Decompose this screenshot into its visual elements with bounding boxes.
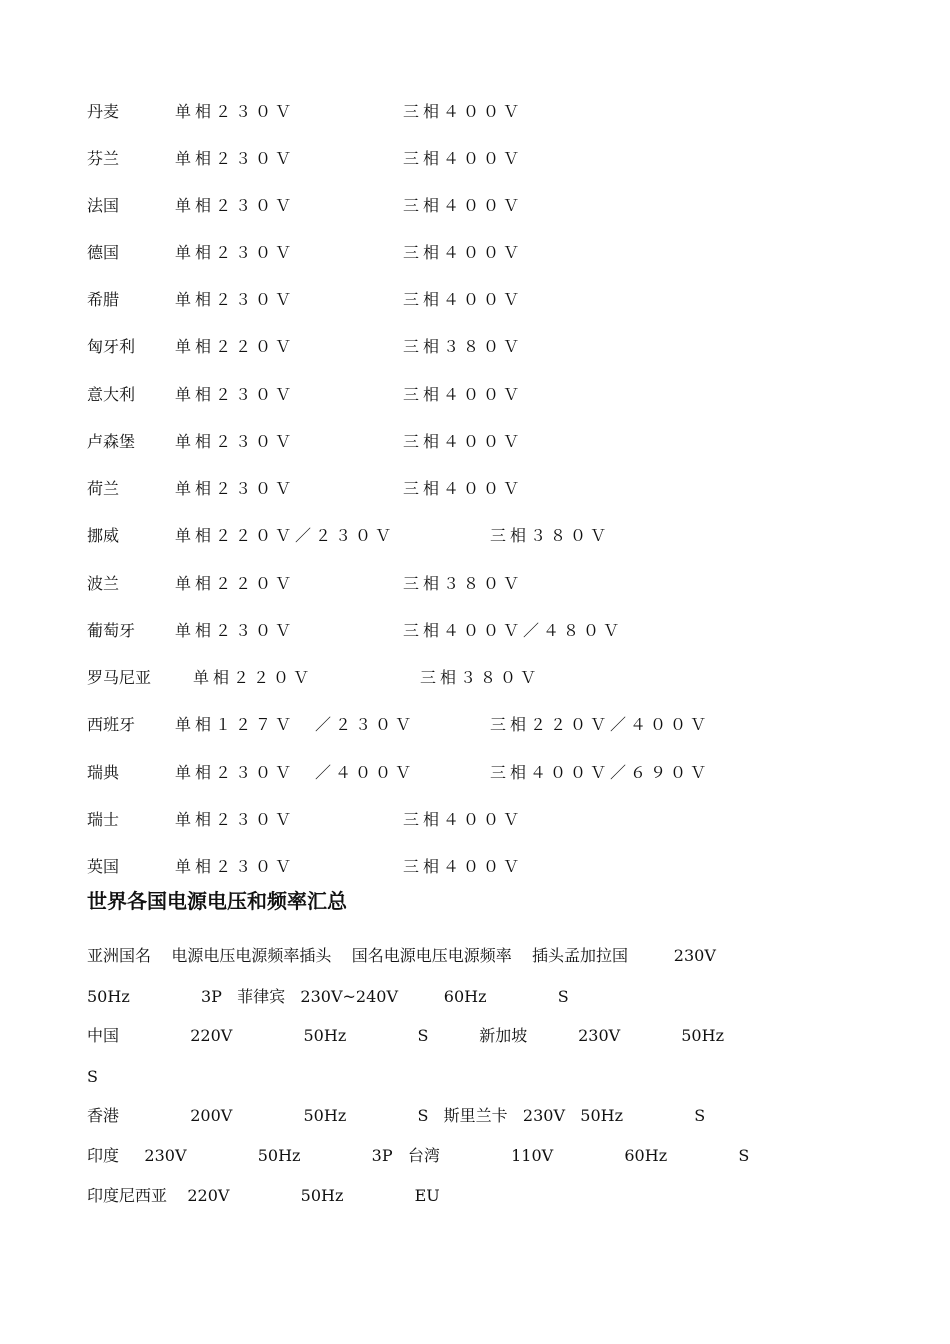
single-phase-voltage: 单相２３０Ｖ (175, 196, 296, 215)
country-name: 卢森堡 (87, 432, 136, 451)
country-name: 瑞士 (87, 810, 120, 829)
three-phase-voltage: 三相４００Ｖ／４８０Ｖ (403, 621, 624, 640)
single-phase-voltage: 单相２２０Ｖ (175, 337, 296, 356)
three-phase-voltage: 三相４００Ｖ (403, 432, 524, 451)
single-phase-voltage: 单相２２０Ｖ (193, 668, 314, 687)
three-phase-voltage: 三相４００Ｖ (403, 290, 524, 309)
voltage-row (87, 619, 624, 643)
three-phase-voltage: 三相４００Ｖ (403, 385, 524, 404)
voltage-row (87, 194, 524, 218)
voltage-row (87, 430, 524, 454)
summary-line: S (87, 1067, 98, 1086)
three-phase-voltage: 三相４００Ｖ (403, 196, 524, 215)
three-phase-voltage: 三相４００Ｖ (403, 102, 524, 121)
single-phase-voltage: 单相２３０Ｖ (175, 149, 296, 168)
three-phase-voltage: 三相３８０Ｖ (490, 526, 611, 545)
single-phase-voltage: 单相２３０Ｖ (175, 479, 296, 498)
single-phase-voltage: 单相２３０Ｖ (175, 243, 296, 262)
single-phase-voltage: 单相２３０Ｖ ／４００Ｖ (175, 763, 416, 782)
country-name: 希腊 (87, 290, 120, 309)
voltage-row (87, 100, 524, 124)
country-name: 英国 (87, 857, 120, 876)
three-phase-voltage: 三相４００Ｖ (403, 857, 524, 876)
country-name: 西班牙 (87, 715, 136, 734)
summary-line: 亚洲国名 电源电压电源频率插头 国名电源电压电源频率 插头孟加拉国 230V (87, 946, 716, 965)
country-name: 意大利 (87, 385, 136, 404)
country-name: 丹麦 (87, 102, 120, 121)
three-phase-voltage: 三相４００Ｖ (403, 149, 524, 168)
three-phase-voltage: 三相２２０Ｖ／４００Ｖ (490, 715, 711, 734)
single-phase-voltage: 单相２３０Ｖ (175, 621, 296, 640)
voltage-row (87, 288, 524, 312)
country-name: 波兰 (87, 574, 120, 593)
three-phase-voltage: 三相４００Ｖ (403, 243, 524, 262)
three-phase-voltage: 三相３８０Ｖ (420, 668, 541, 687)
country-name: 法国 (87, 196, 120, 215)
single-phase-voltage: 单相２２０Ｖ／２３０Ｖ (175, 526, 396, 545)
country-name: 葡萄牙 (87, 621, 136, 640)
voltage-row (87, 335, 524, 359)
three-phase-voltage: 三相３８０Ｖ (403, 574, 524, 593)
voltage-row (87, 572, 524, 596)
section-title: 世界各国电源电压和频率汇总 (87, 889, 347, 913)
voltage-row (87, 761, 711, 785)
summary-line: 印度 230V 50Hz 3P 台湾 110V 60Hz S (87, 1146, 750, 1165)
voltage-row (87, 855, 524, 879)
single-phase-voltage: 单相２３０Ｖ (175, 432, 296, 451)
country-name: 罗马尼亚 (87, 668, 152, 687)
voltage-row (87, 808, 524, 832)
voltage-row (87, 383, 524, 407)
voltage-row (87, 147, 524, 171)
summary-line: 中国 220V 50Hz S 新加坡 230V 50Hz (87, 1026, 724, 1045)
three-phase-voltage: 三相４００Ｖ (403, 810, 524, 829)
voltage-row (87, 666, 541, 690)
voltage-row (87, 713, 711, 737)
voltage-row (87, 477, 524, 501)
single-phase-voltage: 单相２３０Ｖ (175, 810, 296, 829)
three-phase-voltage: 三相４００Ｖ／６９０Ｖ (490, 763, 711, 782)
country-name: 瑞典 (87, 763, 120, 782)
three-phase-voltage: 三相４００Ｖ (403, 479, 524, 498)
single-phase-voltage: 单相１２７Ｖ ／２３０Ｖ (175, 715, 416, 734)
summary-line: 印度尼西亚 220V 50Hz EU (87, 1186, 440, 1205)
voltage-row (87, 524, 611, 548)
single-phase-voltage: 单相２３０Ｖ (175, 102, 296, 121)
single-phase-voltage: 单相２３０Ｖ (175, 385, 296, 404)
three-phase-voltage: 三相３８０Ｖ (403, 337, 524, 356)
summary-line: 50Hz 3P 菲律宾 230V~240V 60Hz S (87, 987, 569, 1006)
country-name: 德国 (87, 243, 120, 262)
country-name: 芬兰 (87, 149, 120, 168)
single-phase-voltage: 单相２３０Ｖ (175, 290, 296, 309)
country-name: 挪威 (87, 526, 120, 545)
single-phase-voltage: 单相２２０Ｖ (175, 574, 296, 593)
country-name: 匈牙利 (87, 337, 136, 356)
country-name: 荷兰 (87, 479, 120, 498)
voltage-row (87, 241, 524, 265)
single-phase-voltage: 单相２３０Ｖ (175, 857, 296, 876)
summary-line: 香港 200V 50Hz S 斯里兰卡 230V 50Hz S (87, 1106, 706, 1125)
